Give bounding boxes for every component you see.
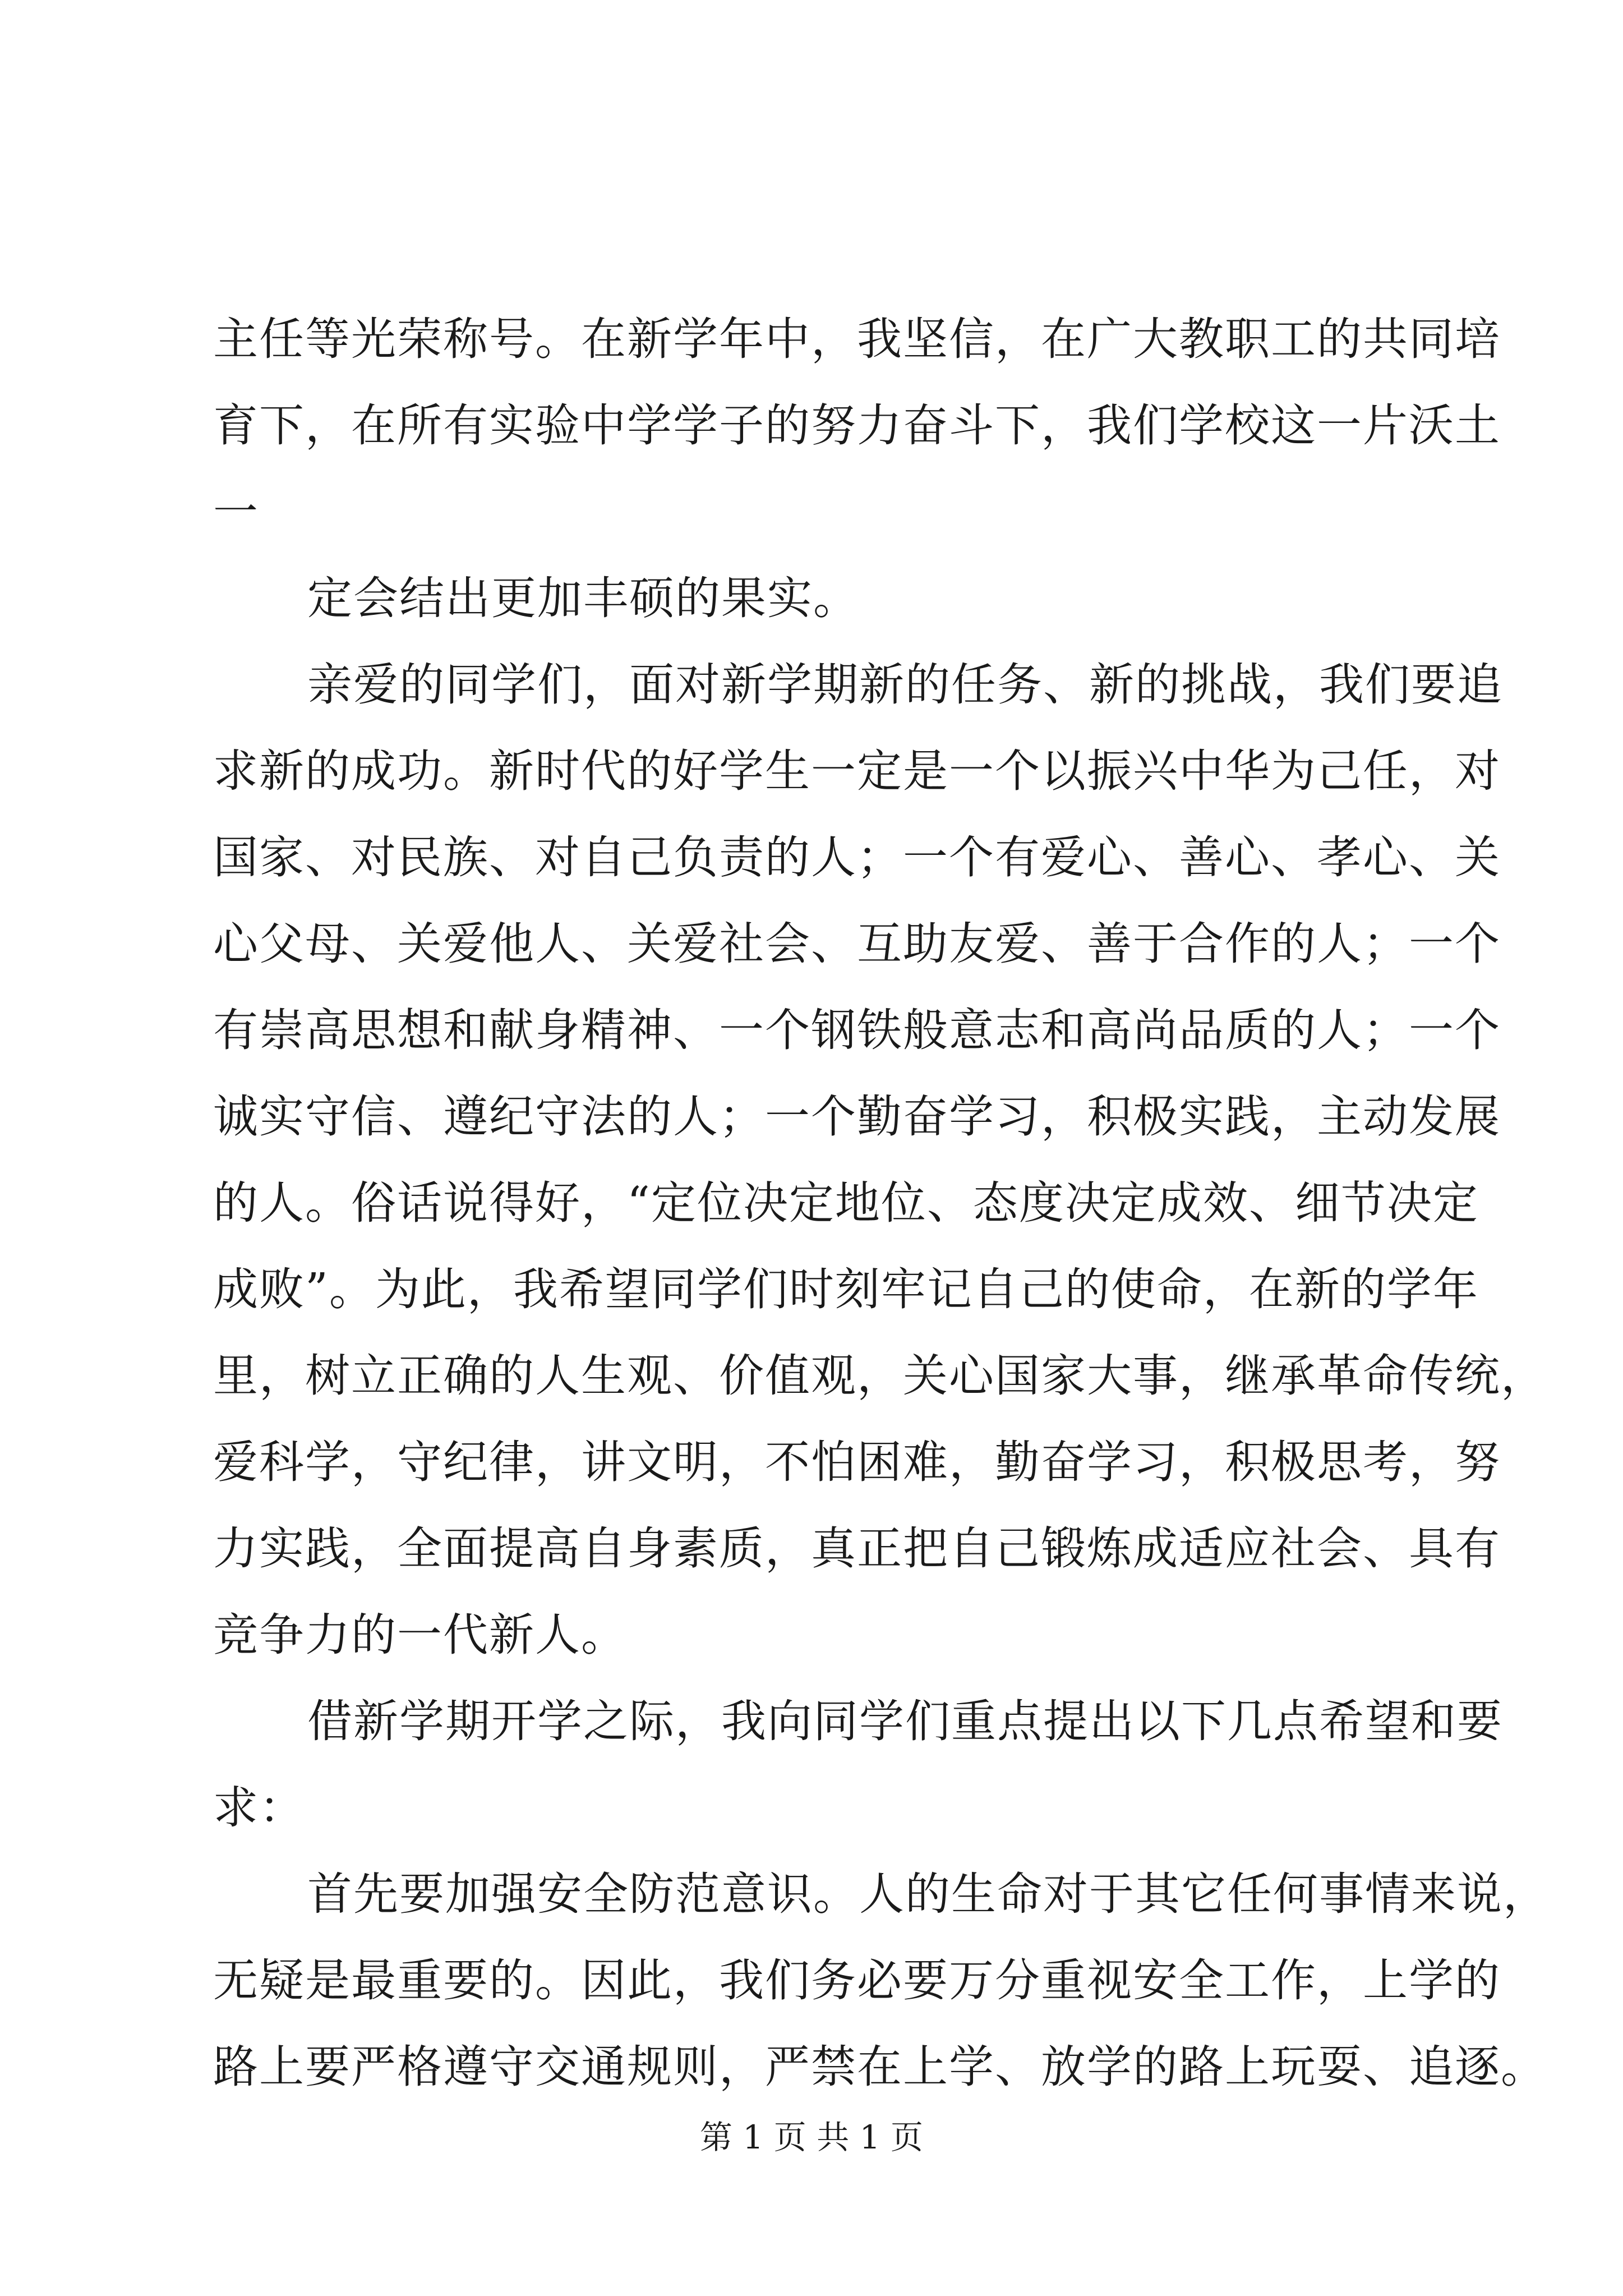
text-line: 的人。俗话说得好，“定位决定地位、态度决定成效、细节决定 [213, 1177, 1479, 1229]
text-line: 竞争力的一代新人。 [213, 1609, 627, 1661]
text-line: 有崇高思想和献身精神、一个钢铁般意志和高尚品质的人；一个 [213, 1004, 1501, 1056]
text-line: 里，树立正确的人生观、价值观，关心国家大事，继承革命传统， [213, 1350, 1547, 1402]
document-body [213, 296, 1549, 2110]
page-number-label: 第 1 页 共 1 页 [700, 2118, 923, 2156]
text-line: 首先要加强安全防范意识。人的生命对于其它任何事情来说， [307, 1868, 1549, 1920]
text-line: 路上要严格遵守交通规则，严禁在上学、放学的路上玩耍、追逐。 [213, 2041, 1547, 2093]
text-line: 国家、对民族、对自己负责的人；一个有爱心、善心、孝心、关 [213, 831, 1501, 884]
page-footer [0, 2115, 1623, 2160]
text-line: 无疑是最重要的。因此，我们务必要万分重视安全工作，上学的 [213, 1954, 1501, 2007]
text-line: 求： [213, 1782, 305, 1834]
text-line: 亲爱的同学们，面对新学期新的任务、新的挑战，我们要追 [307, 659, 1503, 711]
text-line: 爱科学，守纪律，讲文明，不怕困难，勤奋学习，积极思考，努 [213, 1436, 1501, 1488]
text-line: 诚实守信、遵纪守法的人；一个勤奋学习，积极实践，主动发展 [213, 1091, 1501, 1143]
text-line: 主任等光荣称号。在新学年中，我坚信，在广大教职工的共同培 [213, 313, 1501, 365]
text-line: 心父母、关爱他人、关爱社会、互助友爱、善于合作的人；一个 [213, 918, 1501, 970]
text-line: 借新学期开学之际，我向同学们重点提出以下几点希望和要 [307, 1695, 1503, 1747]
text-line: 力实践，全面提高自身素质，真正把自己锻炼成适应社会、具有 [213, 1522, 1501, 1575]
text-line: 一 [213, 486, 259, 538]
text-line: 定会结出更加丰硕的果实。 [307, 572, 859, 624]
text-line: 求新的成功。新时代的好学生一定是一个以振兴中华为己任，对 [213, 745, 1501, 797]
text-line: 成败”。为此，我希望同学们时刻牢记自己的使命，在新的学年 [213, 1263, 1479, 1315]
text-line: 育下，在所有实验中学学子的努力奋斗下，我们学校这一片沃土 [213, 399, 1501, 452]
